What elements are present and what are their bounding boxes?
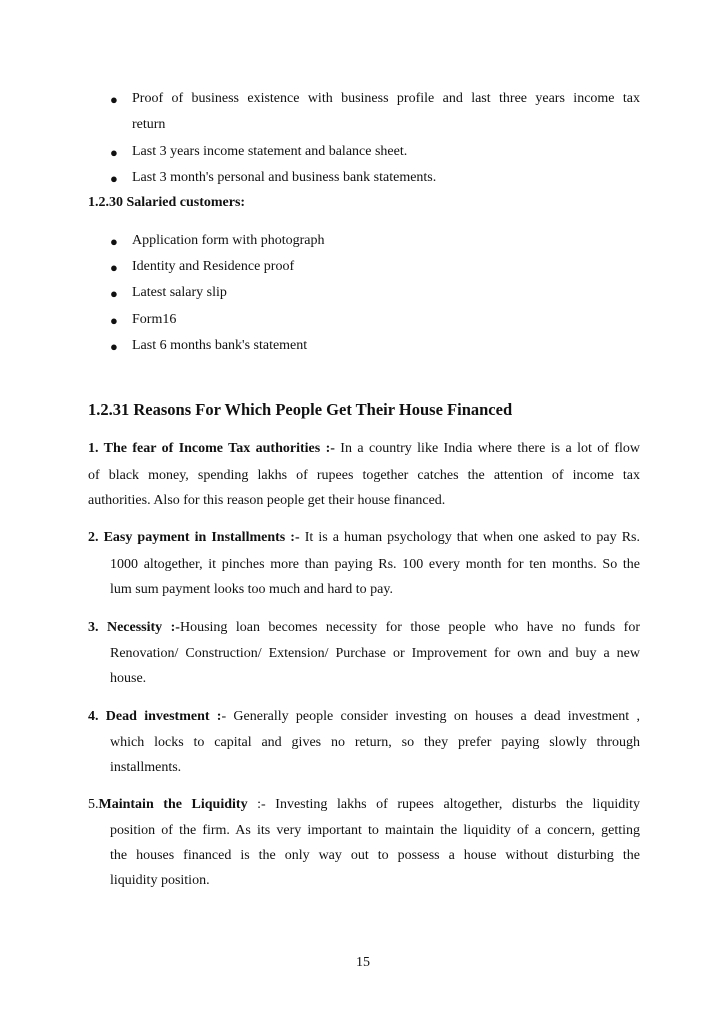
bullet-line: Last 3 month's personal and business bank statements.	[132, 170, 437, 185]
reason-4-line-2: which locks to capital and gives no return, so they prefer paying slowly through	[110, 735, 640, 750]
reason-label: Maintain the Liquidity	[98, 797, 248, 812]
bullet-line: Last 3 years income statement and balance sheet.	[132, 144, 408, 159]
reason-5-line-3: the houses financed is the only way out to possess a house without disturbing the	[110, 848, 640, 863]
reason-2-line-2: 1000 altogether, it pinches more than paying Rs. 100 every month for ten months. So the	[110, 557, 640, 572]
reason-3-line-2: Renovation/ Construction/ Extension/ Purchase or Improvement for own and buy a new	[110, 646, 640, 661]
reason-5-line-2: position of the firm. As its very important to maintain the liquidity of a concern, getting	[110, 823, 640, 838]
list-item: Form16	[132, 312, 177, 327]
reason-1-line-3: authorities. Also for this reason people get their house financed.	[88, 493, 446, 508]
reason-1-line-2: of black money, spending lakhs of rupees together catches the attention of income tax	[88, 468, 640, 483]
bullet-line: return	[132, 117, 166, 132]
reason-2-line-3: lum sum payment looks too much and hard to pay.	[110, 582, 393, 597]
bullet-icon: ●	[110, 171, 118, 186]
reason-2-line-1	[88, 530, 640, 546]
bullet-icon: ●	[110, 234, 118, 249]
reason-text: Housing loan becomes necessity for those people who have no funds for	[179, 620, 641, 635]
reason-text: It is a human psychology that when one asked to pay Rs.	[299, 530, 641, 545]
reason-5-line-1	[88, 797, 640, 813]
reason-text: - Generally people consider investing on houses a dead investment ,	[221, 709, 640, 724]
reason-5-line-4: liquidity position.	[110, 873, 210, 888]
reason-text: :- Investing lakhs of rupees altogether, disturbs the liquidity	[247, 797, 640, 812]
section-heading: 1.2.31 Reasons For Which People Get Their House Financed	[88, 400, 513, 419]
reason-label: 3. Necessity :-	[88, 620, 180, 635]
bullet-icon: ●	[110, 260, 118, 275]
reason-prefix: 5.	[88, 797, 99, 812]
reason-label: 1. The fear of Income Tax authorities :-	[88, 441, 335, 456]
reason-1-line-1	[88, 441, 640, 457]
reason-3-line-3: house.	[110, 671, 147, 686]
list-item: Last 6 months bank's statement	[132, 338, 308, 353]
bullet-icon: ●	[110, 313, 118, 328]
bullet-icon: ●	[110, 339, 118, 354]
reason-3-line-1	[88, 620, 640, 636]
subsection-heading: 1.2.30 Salaried customers:	[88, 195, 246, 210]
list-item: Latest salary slip	[132, 285, 227, 300]
list-item: Identity and Residence proof	[132, 259, 295, 274]
reason-label: 4. Dead investment :	[88, 709, 222, 724]
reason-4-line-3: installments.	[110, 760, 182, 775]
reason-label: 2. Easy payment in Installments :-	[88, 530, 300, 545]
reason-4-line-1	[88, 709, 640, 725]
list-item: Application form with photograph	[132, 233, 325, 248]
bullet-line: Proof of business existence with business profile and last three years income tax	[132, 91, 640, 106]
bullet-icon: ●	[110, 92, 118, 107]
bullet-icon: ●	[110, 286, 118, 301]
reason-text: In a country like India where there is a lot of flow	[334, 441, 640, 456]
page-number: 15	[356, 955, 370, 970]
bullet-icon: ●	[110, 145, 118, 160]
